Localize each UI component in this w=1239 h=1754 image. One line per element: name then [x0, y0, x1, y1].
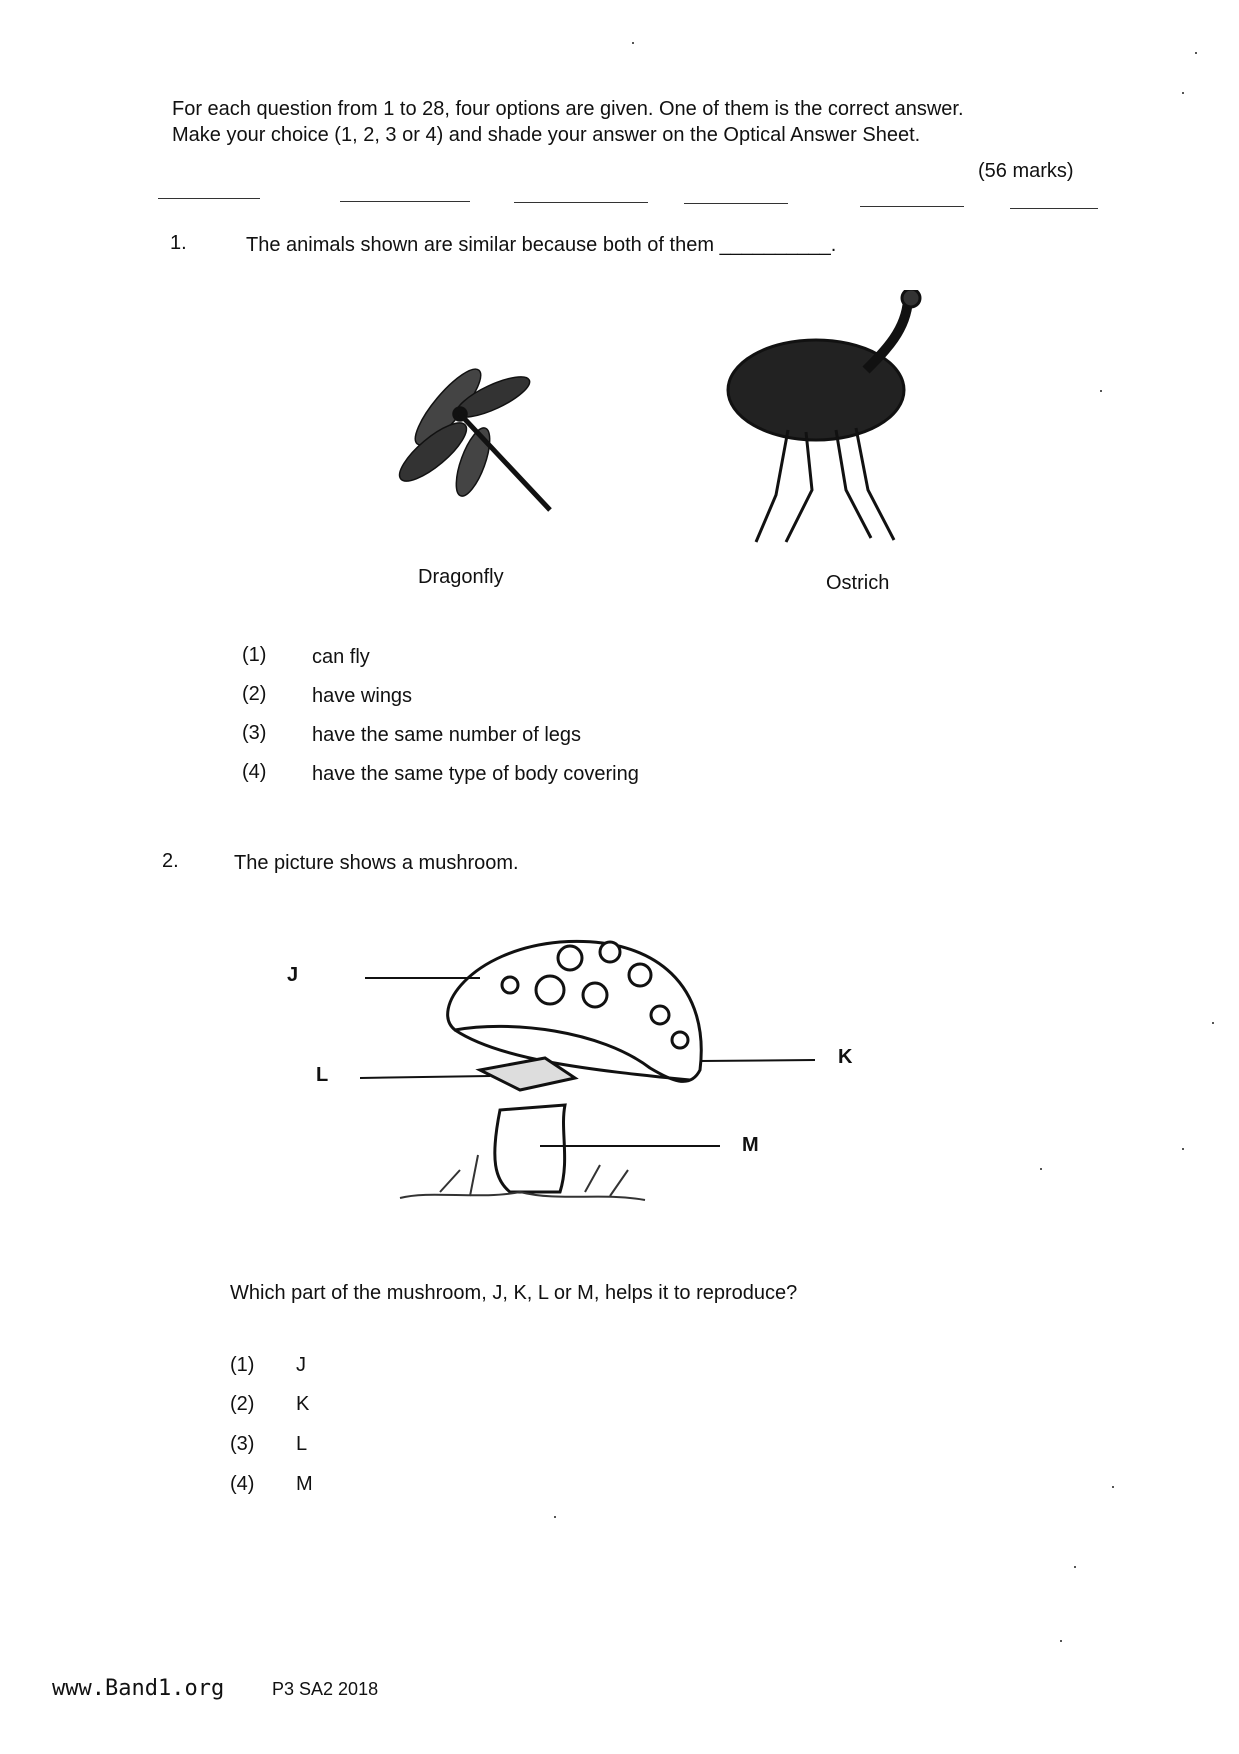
scan-speck: [1212, 1022, 1214, 1024]
scan-speck: [554, 1516, 556, 1518]
scan-speck: [1040, 1168, 1042, 1170]
label-k: K: [838, 1046, 853, 1068]
divider-segment: [514, 202, 648, 203]
q2-option-number: (2): [230, 1393, 255, 1415]
q1-option-number: (4): [242, 761, 267, 783]
scan-speck: [1195, 52, 1197, 54]
dragonfly-illustration: [388, 352, 568, 532]
q2-option-text: L: [296, 1433, 308, 1455]
footer-url: www.Band1.org: [52, 1676, 225, 1701]
divider-segment: [860, 206, 964, 207]
q1-option-text: can fly: [312, 646, 370, 668]
label-j: J: [287, 964, 299, 986]
q2-option-text: M: [296, 1473, 313, 1495]
scan-speck: [1060, 1640, 1062, 1642]
q1-text: The animals shown are similar because both of them __________.: [246, 234, 837, 256]
q2-option-number: (4): [230, 1473, 255, 1495]
q2-option-number: (3): [230, 1433, 255, 1455]
q1-number: 1.: [170, 232, 187, 254]
q1-option-text: have wings: [312, 685, 413, 707]
q1-option-number: (3): [242, 722, 267, 744]
caption-dragonfly: Dragonfly: [418, 566, 504, 588]
divider-segment: [158, 198, 260, 199]
divider-segment: [684, 203, 788, 204]
q1-option-text: have the same number of legs: [312, 724, 582, 746]
instructions: [172, 96, 964, 148]
scan-speck: [1112, 1486, 1114, 1488]
q2-text: The picture shows a mushroom.: [234, 852, 519, 874]
label-lines: [330, 960, 830, 1160]
instructions-line-1: For each question from 1 to 28, four options are given. One of them is the correct answer.: [172, 98, 964, 120]
label-l: L: [316, 1064, 329, 1086]
scan-speck: [1074, 1566, 1076, 1568]
q2-option-text: J: [296, 1354, 306, 1376]
scan-speck: [632, 42, 634, 44]
q1-option-number: (2): [242, 683, 267, 705]
q1-option-text: have the same type of body covering: [312, 763, 639, 785]
q2-question: Which part of the mushroom, J, K, L or M, helps it to reproduce?: [230, 1282, 798, 1304]
total-marks: (56 marks): [978, 160, 1074, 182]
scan-speck: [1182, 1148, 1184, 1150]
scan-speck: [1182, 92, 1184, 94]
label-m: M: [742, 1134, 759, 1156]
divider-segment: [340, 201, 470, 202]
q2-number: 2.: [162, 850, 179, 872]
divider-segment: [1010, 208, 1098, 209]
q2-option-text: K: [296, 1393, 310, 1415]
q2-option-number: (1): [230, 1354, 255, 1376]
q1-option-number: (1): [242, 644, 267, 666]
ostrich-illustration: [716, 290, 956, 550]
scan-speck: [1100, 390, 1102, 392]
footer-ref: P3 SA2 2018: [272, 1679, 379, 1699]
instructions-line-2: Make your choice (1, 2, 3 or 4) and shade your answer on the Optical Answer Sheet.: [172, 124, 921, 146]
caption-ostrich: Ostrich: [826, 572, 890, 594]
